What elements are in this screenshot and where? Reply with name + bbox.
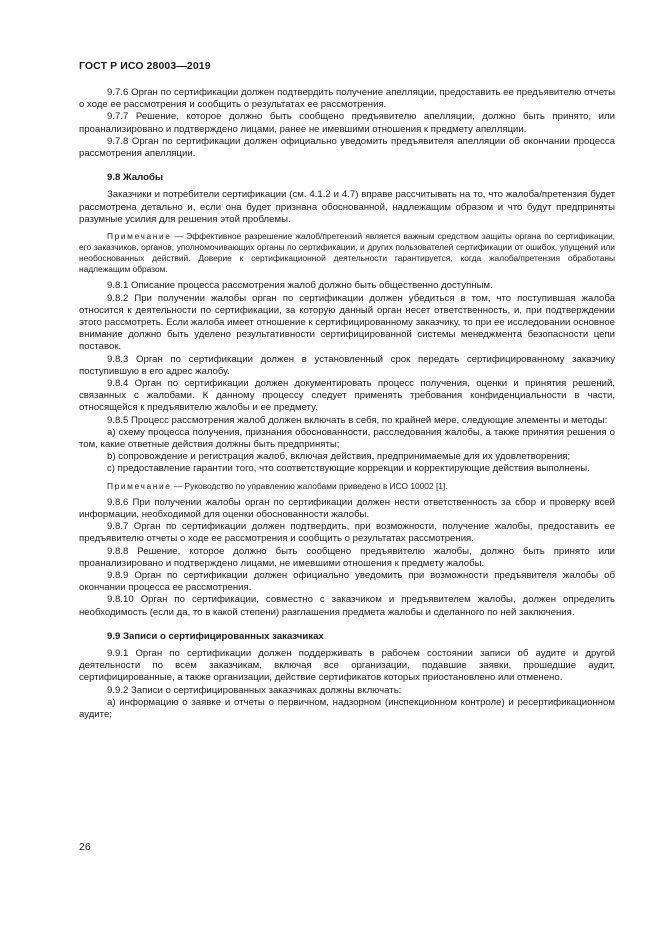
note-label: Примечание bbox=[107, 480, 172, 491]
list-item-c: c) предоставление гарантии того, что соответствующие коррекции и корректирующие действия выполнены. bbox=[107, 463, 590, 475]
paragraph-9-9-2: 9.9.2 Записи о сертифицированных заказчиках должны включать: bbox=[107, 684, 402, 696]
paragraph-9-8-5: 9.8.5 Процесс рассмотрения жалоб должен включать в себя, по крайней мере, следующие элементы и методы: bbox=[107, 414, 608, 426]
paragraph-9-8-6: 9.8.6 При получении жалобы орган по сертификации должен нести ответственность за сбор и проверку всей информации, необходимой для оценки обоснованности жалобы. bbox=[79, 496, 615, 520]
note-2 bbox=[79, 481, 615, 492]
page-number: 26 bbox=[79, 841, 91, 853]
page-content bbox=[79, 87, 615, 721]
section-heading-9-8: 9.8 Жалобы bbox=[107, 172, 164, 184]
paragraph-9-8-3: 9.8.3 Орган по сертификации должен в установленный срок передать сертифицированному заказчику поступившую в его адрес жалобу. bbox=[79, 353, 615, 377]
document-header: ГОСТ Р ИСО 28003—2019 bbox=[79, 60, 211, 72]
paragraph-9-9-1: 9.9.1 Орган по сертификации должен поддерживать в рабочем состоянии записи об аудите и другой деятельности по всем заказчикам, включая все организации, подавшие заявки, прошедшие аудит, сертифицированные, а также организации, действие сертификатов которых приостановлено или отменено. bbox=[79, 647, 615, 684]
paragraph-9-8-4: 9.8.4 Орган по сертификации должен документировать процесс получения, оценки и принятия решений, связанных с жалобами. К данному процессу следует применять требования конфиденциальности в части, относящейся к предъявителю жалобы и ее предмету. bbox=[79, 378, 615, 414]
paragraph-9-7-6: 9.7.6 Орган по сертификации должен подтвердить получение апелляции, предоставить ее предъявителю отчеты о ходе ее рассмотрения и сообщить о результатах ее рассмотрения. bbox=[79, 87, 615, 111]
paragraph-9-8-10: 9.8.10 Орган по сертификации, совместно с заказчиком и предъявителем жалобы, должен определить необходимость (если да, то в какой степени) разглашения предмета жалобы и сделанного по ней заключения. bbox=[79, 594, 615, 618]
note-label: Примечание bbox=[107, 231, 172, 242]
paragraph-9-8-7: 9.8.7 Орган по сертификации должен подтвердить, при возможности, получение жалобы, предоставить ее предъявителю отчеты о ходе ее рассмотрения и сообщить о результатах рассмотрения. bbox=[79, 521, 615, 545]
note-2-text: — Руководство по управлению жалобами приведено в ИСО 10002 [1]. bbox=[171, 480, 448, 491]
paragraph-9-8-1: 9.8.1 Описание процесса рассмотрения жалоб должно быть общественно доступным. bbox=[107, 280, 493, 292]
list-item-a: a) схему процесса получения, признания обоснованности, расследования жалобы, а также принятия решения о том, какие ответные действия должны быть предприняты; bbox=[79, 426, 615, 451]
section-heading-9-9: 9.9 Записи о сертифицированных заказчиках bbox=[107, 630, 324, 642]
note-1 bbox=[79, 231, 615, 275]
paragraph-9-8-2: 9.8.2 При получении жалобы орган по сертификации должен убедиться в том, что поступившая жалоба относится к деятельности по сертификации, за которую данный орган несет ответственность, и, при подтверждении этого рассмотреть. Если жалоба имеет отношение к сертифицированному заказчику, то при ее исследовании основное внимание должно быть уделено результативности сертифицированной системы менеджмента безопасности цепи поставок. bbox=[79, 292, 615, 353]
paragraph-9-8-8: 9.8.8 Решение, которое должно быть сообщено предъявителю жалобы, должно быть принято или проанализировано и подтверждено лицами, не имевшими отношения к предмету жалобы. bbox=[79, 545, 615, 569]
list-item-9-9-2-a: a) информацию о заявке и отчеты о первичном, надзорном (инспекционном контроле) и ресертификационном аудите; bbox=[79, 696, 615, 720]
paragraph-9-7-8: 9.7.8 Орган по сертификации должен официально уведомить предъявителя апелляции об окончании процесса рассмотрения апелляции. bbox=[79, 135, 615, 160]
paragraph-9-8-intro: Заказчики и потребители сертификации (см. 4.1.2 и 4.7) вправе рассчитывать на то, что жалоба/претензия будет рассмотрена детально и, если она будет признана обоснованной, надлежащим образом и что будут предприняты разумные усилия для решения этой проблемы. bbox=[79, 189, 615, 225]
paragraph-9-7-7: 9.7.7 Решение, которое должно быть сообщено предъявителю апелляции, должно быть принято, или проанализировано и подтверждено лицами, ранее не имевшими отношения к предмету апелляции. bbox=[79, 111, 615, 135]
note-1-text: — Эффективное разрешение жалоб/претензий является важным средством защиты органа по сертификации, его заказчиков, органов, уполномочивающих органы по сертификации, и других пользователей сертификации от ошибок, упущений или необоснованных действий. Доверие к сертификационной деятельности гарантируется, когда жалоба/претензия обработаны надлежащим образом. bbox=[79, 231, 615, 275]
list-item-b: b) сопровождение и регистрация жалоб, включая действия, предпринимаемые для их удовлетворения; bbox=[107, 451, 571, 463]
paragraph-9-8-9: 9.8.9 Орган по сертификации должен официально уведомить при возможности предъявителя жалобы об окончании процесса ее рассмотрения. bbox=[79, 569, 615, 594]
